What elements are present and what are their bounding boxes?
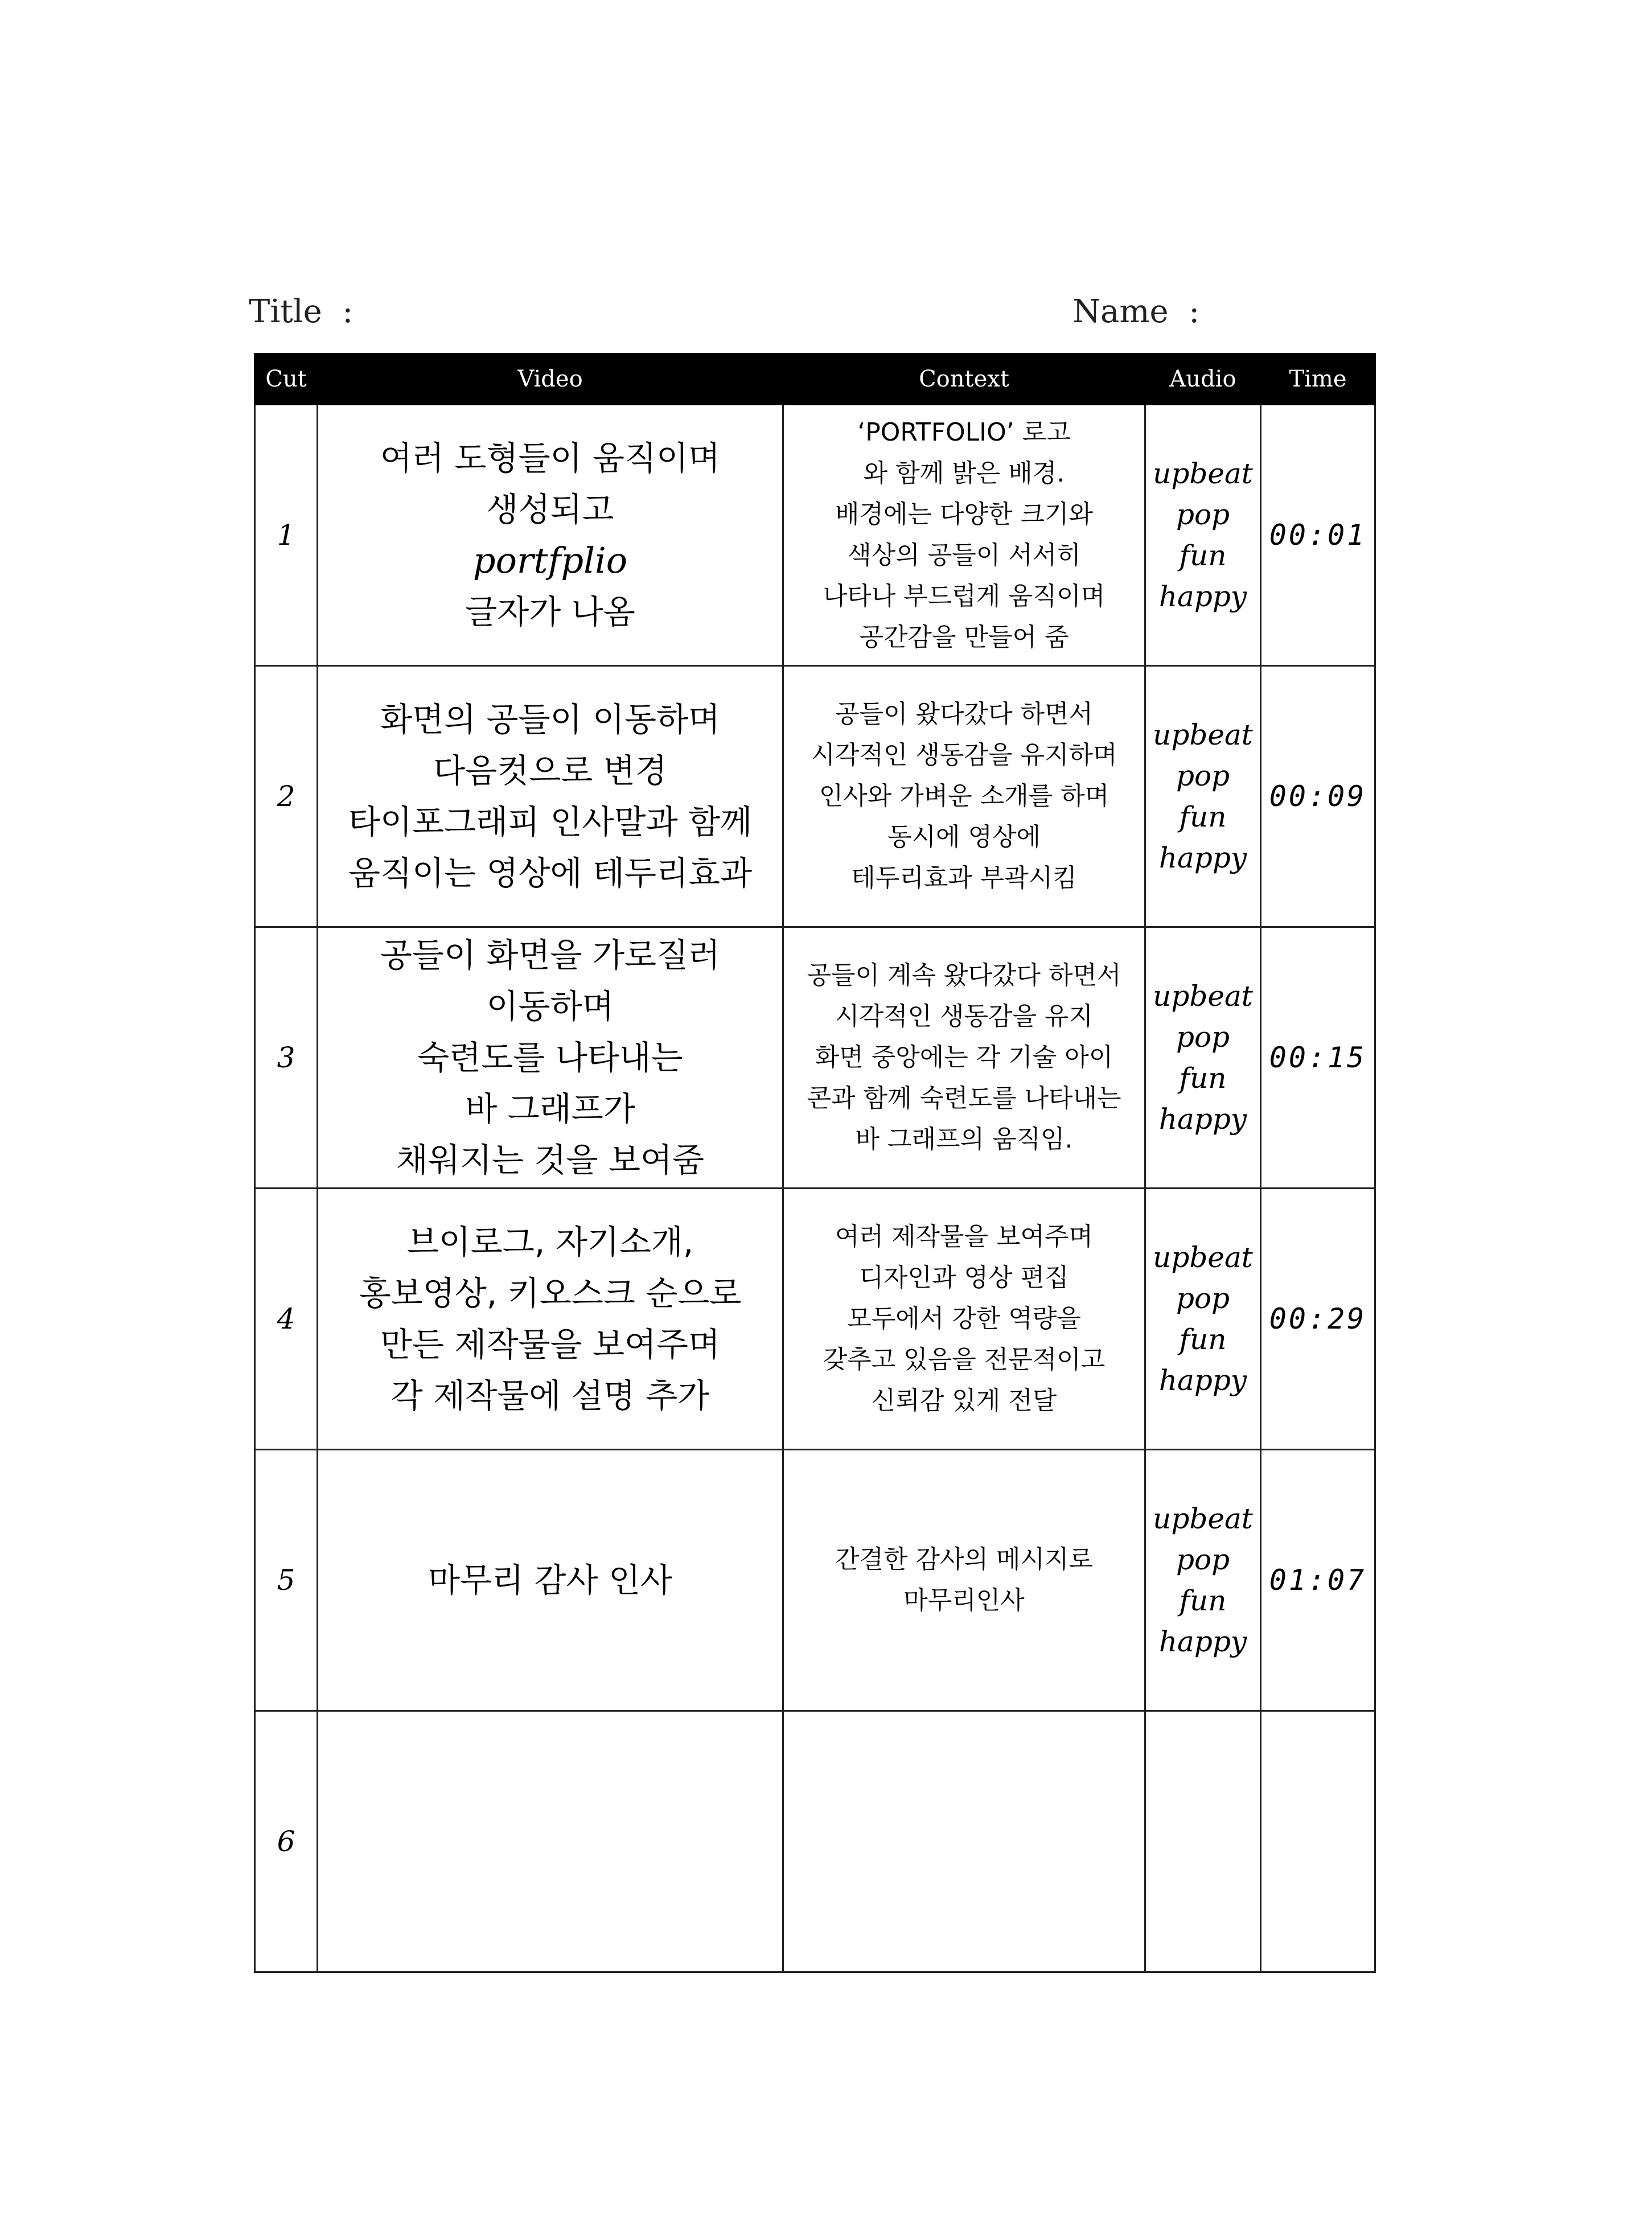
video-line: 만든 제작물을 보여주며 [380, 1325, 721, 1364]
table-row [255, 666, 1375, 927]
video-line: 다음컷으로 변경 [433, 751, 667, 790]
video-line: 움직이는 영상에 테두리효과 [348, 854, 753, 893]
audio-description [1145, 666, 1261, 927]
context-line: ‘PORTFOLIO’ 로고 [857, 418, 1071, 447]
column-header-time: Time [1261, 354, 1375, 405]
video-line: 숙련도를 나타내는 [417, 1038, 683, 1077]
video-line: 타이포그래피 인사말과 함께 [348, 803, 753, 841]
table-row [255, 1450, 1375, 1711]
context-line: 마무리인사 [903, 1586, 1025, 1615]
context-line: 동시에 영상에 [887, 823, 1041, 852]
column-header-cut: Cut [255, 354, 318, 405]
cut-number: 3 [255, 927, 318, 1189]
column-header-context: Context [783, 354, 1145, 405]
context-description [783, 927, 1145, 1189]
time-value: 00:09 [1261, 666, 1375, 927]
video-line: 이동하며 [486, 987, 614, 1026]
context-line: 공들이 계속 왔다갔다 하면서 [807, 961, 1121, 990]
context-line: 공들이 왔다갔다 하면서 [835, 700, 1093, 729]
cut-number: 1 [255, 405, 318, 666]
time-value [1261, 1711, 1375, 1972]
audio-line: happy [1158, 1103, 1247, 1136]
audio-line: upbeat [1153, 980, 1253, 1013]
video-line: 화면의 공들이 이동하며 [380, 700, 721, 739]
audio-line: happy [1158, 841, 1247, 874]
table-row [255, 1711, 1375, 1972]
table-row [255, 405, 1375, 666]
context-line: 나타나 부드럽게 움직이며 [823, 582, 1106, 611]
audio-line: happy [1158, 1625, 1247, 1658]
video-line: 브이로그, 자기소개, [406, 1223, 694, 1261]
video-description [318, 1711, 783, 1972]
cut-number: 4 [255, 1189, 318, 1450]
time-value: 01:07 [1261, 1450, 1375, 1711]
audio-line: pop [1176, 1543, 1230, 1576]
cut-number: 5 [255, 1450, 318, 1711]
time-value: 00:29 [1261, 1189, 1375, 1450]
context-line: 인사와 가벼운 소개를 하며 [819, 782, 1109, 811]
table-row [255, 927, 1375, 1189]
audio-line: pop [1176, 498, 1230, 531]
audio-description [1145, 405, 1261, 666]
context-line: 디자인과 영상 편집 [859, 1263, 1069, 1292]
video-line: 바 그래프가 [465, 1090, 635, 1128]
context-line: 화면 중앙에는 각 기술 아이 [815, 1043, 1113, 1072]
context-line: 공간감을 만들어 줌 [859, 623, 1069, 652]
audio-description [1145, 1189, 1261, 1450]
audio-line: fun [1179, 1062, 1227, 1095]
context-description [783, 1450, 1145, 1711]
context-line: 시각적인 생동감을 유지 [835, 1002, 1093, 1031]
context-line: 테두리효과 부곽시킴 [851, 864, 1077, 893]
audio-line: fun [1179, 539, 1227, 572]
audio-line: fun [1179, 1323, 1227, 1356]
context-line: 와 함께 밝은 배경. [863, 459, 1065, 488]
column-header-audio: Audio [1145, 354, 1261, 405]
audio-line: pop [1176, 1021, 1230, 1054]
cut-number: 6 [255, 1711, 318, 1972]
audio-description [1145, 1711, 1261, 1972]
video-description [318, 1450, 783, 1711]
name-label: Name : [1072, 293, 1200, 330]
video-line: 채워지는 것을 보여줌 [396, 1141, 705, 1179]
video-description [318, 666, 783, 927]
video-line: 공들이 화면을 가로질러 [380, 936, 721, 975]
table-header-row [255, 354, 1375, 405]
context-line: 배경에는 다양한 크기와 [835, 500, 1093, 529]
context-line: 여러 제작물을 보여주며 [835, 1222, 1093, 1251]
audio-line: upbeat [1153, 1502, 1253, 1535]
time-value: 00:01 [1261, 405, 1375, 666]
video-description [318, 927, 783, 1189]
context-line: 색상의 공들이 서서히 [847, 541, 1081, 570]
audio-line: upbeat [1153, 457, 1253, 490]
audio-line: happy [1158, 580, 1247, 613]
video-line: 홍보영상, 키오스크 순으로 [359, 1274, 742, 1313]
audio-description [1145, 1450, 1261, 1711]
video-line: 생성되고 [486, 490, 614, 529]
audio-description [1145, 927, 1261, 1189]
context-description [783, 666, 1145, 927]
audio-line: happy [1158, 1364, 1247, 1397]
context-line: 신뢰감 있게 전달 [871, 1386, 1057, 1415]
video-description [318, 405, 783, 666]
context-description [783, 1189, 1145, 1450]
context-description [783, 405, 1145, 666]
video-line: 글자가 나옴 [465, 593, 635, 631]
audio-line: upbeat [1153, 718, 1253, 751]
video-line: 여러 도형들이 움직이며 [380, 439, 721, 478]
table-row [255, 1189, 1375, 1450]
context-line: 모두에서 강한 역량을 [847, 1304, 1081, 1333]
context-line: 콘과 함께 숙련도를 나타내는 [807, 1084, 1121, 1113]
context-line: 시각적인 생동감을 유지하며 [811, 741, 1117, 770]
audio-line: pop [1176, 759, 1230, 792]
column-header-video: Video [318, 354, 783, 405]
audio-line: fun [1179, 1584, 1227, 1617]
context-line: 바 그래프의 움직임. [855, 1125, 1073, 1154]
audio-line: upbeat [1153, 1241, 1253, 1274]
video-line: 마무리 감사 인사 [428, 1561, 673, 1600]
cut-number: 2 [255, 666, 318, 927]
video-line: 각 제작물에 설명 추가 [391, 1376, 710, 1415]
video-line: portfplio [472, 540, 628, 581]
title-label: Title : [249, 293, 354, 330]
audio-line: fun [1179, 800, 1227, 833]
storyboard-table [254, 353, 1376, 1973]
context-line: 갖추고 있음을 전문적이고 [823, 1345, 1106, 1374]
context-description [783, 1711, 1145, 1972]
context-line: 간결한 감사의 메시지로 [835, 1545, 1093, 1574]
video-description [318, 1189, 783, 1450]
audio-line: pop [1176, 1282, 1230, 1315]
time-value: 00:15 [1261, 927, 1375, 1189]
